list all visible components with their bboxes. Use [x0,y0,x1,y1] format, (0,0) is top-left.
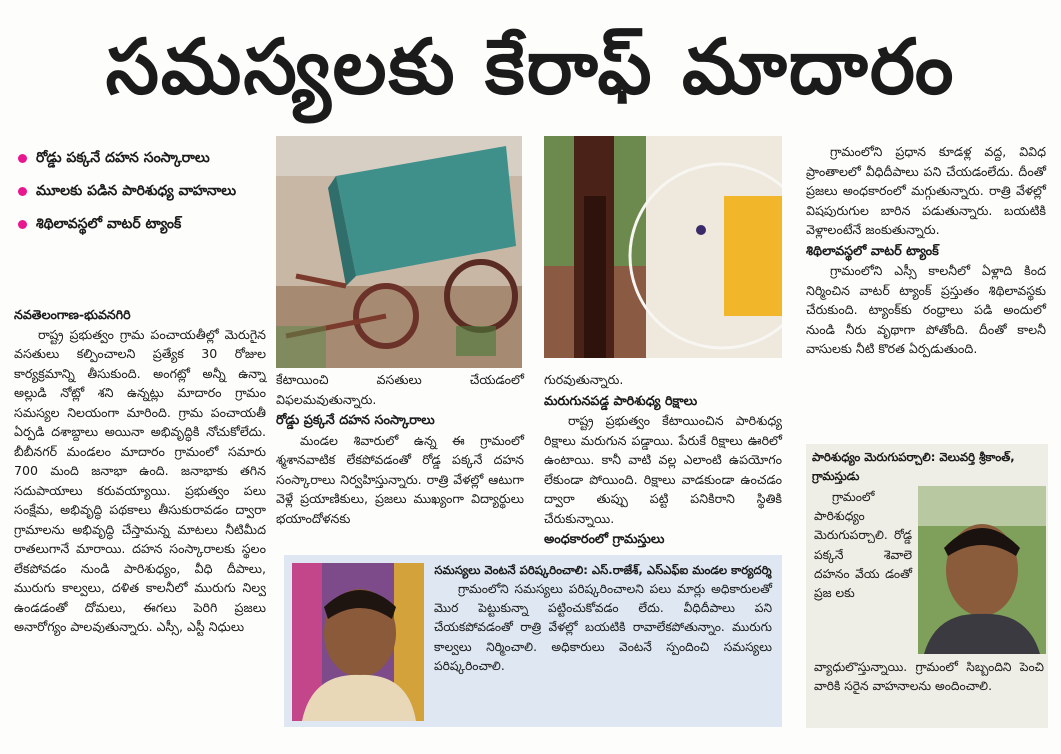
quote-title: సమస్యలు వెంటనే పరిష్కరించాలి: ఎస్.రాజేశ్, ఎస్ఎఫ్ఐ మండల కార్యదర్శి [434,563,772,577]
body-text: గురవుతున్నారు. [544,372,624,387]
column-3 [544,370,782,550]
portrait-photo [292,563,424,721]
subheading: అంధకారంలో గ్రామస్తులు [544,532,665,547]
subheading: రోడ్డు ప్రక్కనే దహన సంస్కారాలు [276,413,435,428]
column-1 [14,303,266,637]
body-text: కేటాయించి వసతులు చేయడంలో విఫలమవుతున్నారు. [276,372,524,407]
bullet-item: మూలకు పడిన పారిశుధ్య వాహనాలు [14,175,264,208]
body-text: మండల శివారులో ఉన్న ఈ గ్రామంలో శ్మశానవాటిక లేకపోవడంతో రోడ్డ పక్కనే దహన సంస్కారాలు నిర్వహిస్తున్నారు. రాత్రి వేళల్లో ఆటుగా వెళ్లే ప్రయాణికులు, ప్రజలు ముఖ్యంగా విద్యార్థులు భయాందోళనకు [276,432,524,526]
quote-box-srikanth [806,444,1048,728]
quote-text: గ్రామంలోని సమస్యలు పరిష్కరించాలని పలు మార్లు అధికారులతో మొర పెట్టుకున్నా పట్టించుకోవడం లేదు. వీధిదీపాలు పని చేయకపోవడంతో రాత్రి వేళల్లో బయటికి రావాలేకపోతున్నాం. మురుగు కాల్వలు నిర్మించాలి. అధికారులు వెంటనే స్పందించి సమస్యలు పరిష్కరించాలి. [434,582,772,673]
body-text: రాష్ట్ర ప్రభుత్వం కేటాయించిన పారిశుధ్య రిక్షాలు మరుగున పడ్డాయి. పేరుకే రిక్షాలు ఊరిలో ఉంటాయి. కానీ వాటి వల్ల ఎలాంటి ఉపయోగం లేకుండా పోయింది. రిక్షాలు వాడకుండా ఉంచడం ద్వారా తుప్పు పట్టి పనికిరాని స్థితికి చేరుకున్నాయి. [544,413,782,526]
bullet-list [14,142,264,241]
quote-title: పారిశుధ్యం మెరుగుపర్చాలి: వెలువర్తి శ్రీకాంత్, గ్రామస్తుడు [812,450,1015,483]
quote-text: గ్రామంలో పారిశుధ్యం మెరుగుపర్చాలి. రోడ్డ పక్కనే శెవాలె దహనం వేయ డంతో ప్రజ లకు [814,490,912,601]
bullet-item: రోడ్డు పక్కనే దహన సంస్కారాలు [14,142,264,175]
subheading: మరుగునపడ్డ పారిశుధ్య రిక్షాలు [544,393,698,409]
sanitation-cart-photo [276,136,522,368]
water-tank-photo [544,136,782,358]
subheading: శిథిలావస్థలో వాటర్ ట్యాంక్ [806,243,939,259]
bullet-item: శిథిలావస్థలో వాటర్ ట్యాంక్ [14,208,264,241]
quote-text: వ్యాధులొస్తున్నాయి. గ్రామంలో సిబ్బందిని పెంచి వారికి సరైన వాహనాలను అందించాలి. [814,660,1044,694]
headline: సమస్యలకు కేరాఫ్ మాదారం [105,22,956,111]
quote-box-rajesh [284,555,782,727]
body-text: గ్రామంలోని ప్రధాన కూడళ్ల వద్ద, వివిధ ప్రాంతాలలో వీధిదీపాలు పని చేయడంలేదు. దీంతో ప్రజలు అంధకారంలో మగ్గుతున్నారు. రాత్రి వేళల్లో విషపురుగుల బారిన పడుతున్నారు. బయటికి వెళ్లాలంటేనే జంకుతున్నారు. [806,144,1046,237]
column-4 [806,142,1046,359]
body-text: రాష్ట్ర ప్రభుత్వం గ్రామ పంచాయతీల్లో మెరుగైన వసతులు కల్పించాలని ప్రత్యేక 30 రోజుల కార్యక్రమాన్ని తీసుకుంది. అంగట్లో అన్నీ ఉన్నా అల్లుడి నోట్లో శని ఉన్నట్లు మాదారం గ్రామం సమస్యల నిలయంగా మారింది. గ్రామ పంచాయతీ ఏర్పడి దశాబ్దాలు అయినా అభివృద్ధికి నోచుకోలేదు. బీబీనగర్ మండలం మాదారం గ్రామంలో సమారు 700 మంది జనాభా ఉంది. జనాభాకు తగిన సదుపాయాలు కరువయ్యాయి. ప్రభుత్వం పలు సంక్షేమ, అభివృద్ధి పథకాలు తీసుకురావడం ద్వారా గ్రామాలను అభివృద్ధి చేస్తామన్న మాటలు నీటిమీద రాతలుగానే మారాయి. దహన సంస్కారాలకు స్థలం లేకపోవడం నుండి పారిశుధ్యం, వీధి దీపాలు, మురుగు కాల్వలు, దళిత కాలనీలో మురుగు నిల్వ ఉండడంతో దోమలు, ఈగలు పెరిగి ప్రజలు అనారోగ్యం పాలవుతున్నారు. ఎస్సీ, ఎస్టీ నిధులు [14,326,266,634]
column-2 [276,370,524,528]
body-text: గ్రామంలోని ఎస్సీ కాలనీలో ఏళ్లాది కింద నిర్మించిన వాటర్ ట్యాంక్ ప్రస్తుతం శిథిలావస్థకు చేరుకుంది. ట్యాంక్‌కు రంధ్రాలు పడి అందులో నుండి నీరు వృథాగా పోతోంది. దీంతో కాలనీ వాసులకు నీటి కొరత ఏర్పడుతుంది. [806,263,1046,356]
portrait-photo [918,486,1046,654]
dateline: నవతెలంగాణ-భువనగిరి [14,307,131,322]
